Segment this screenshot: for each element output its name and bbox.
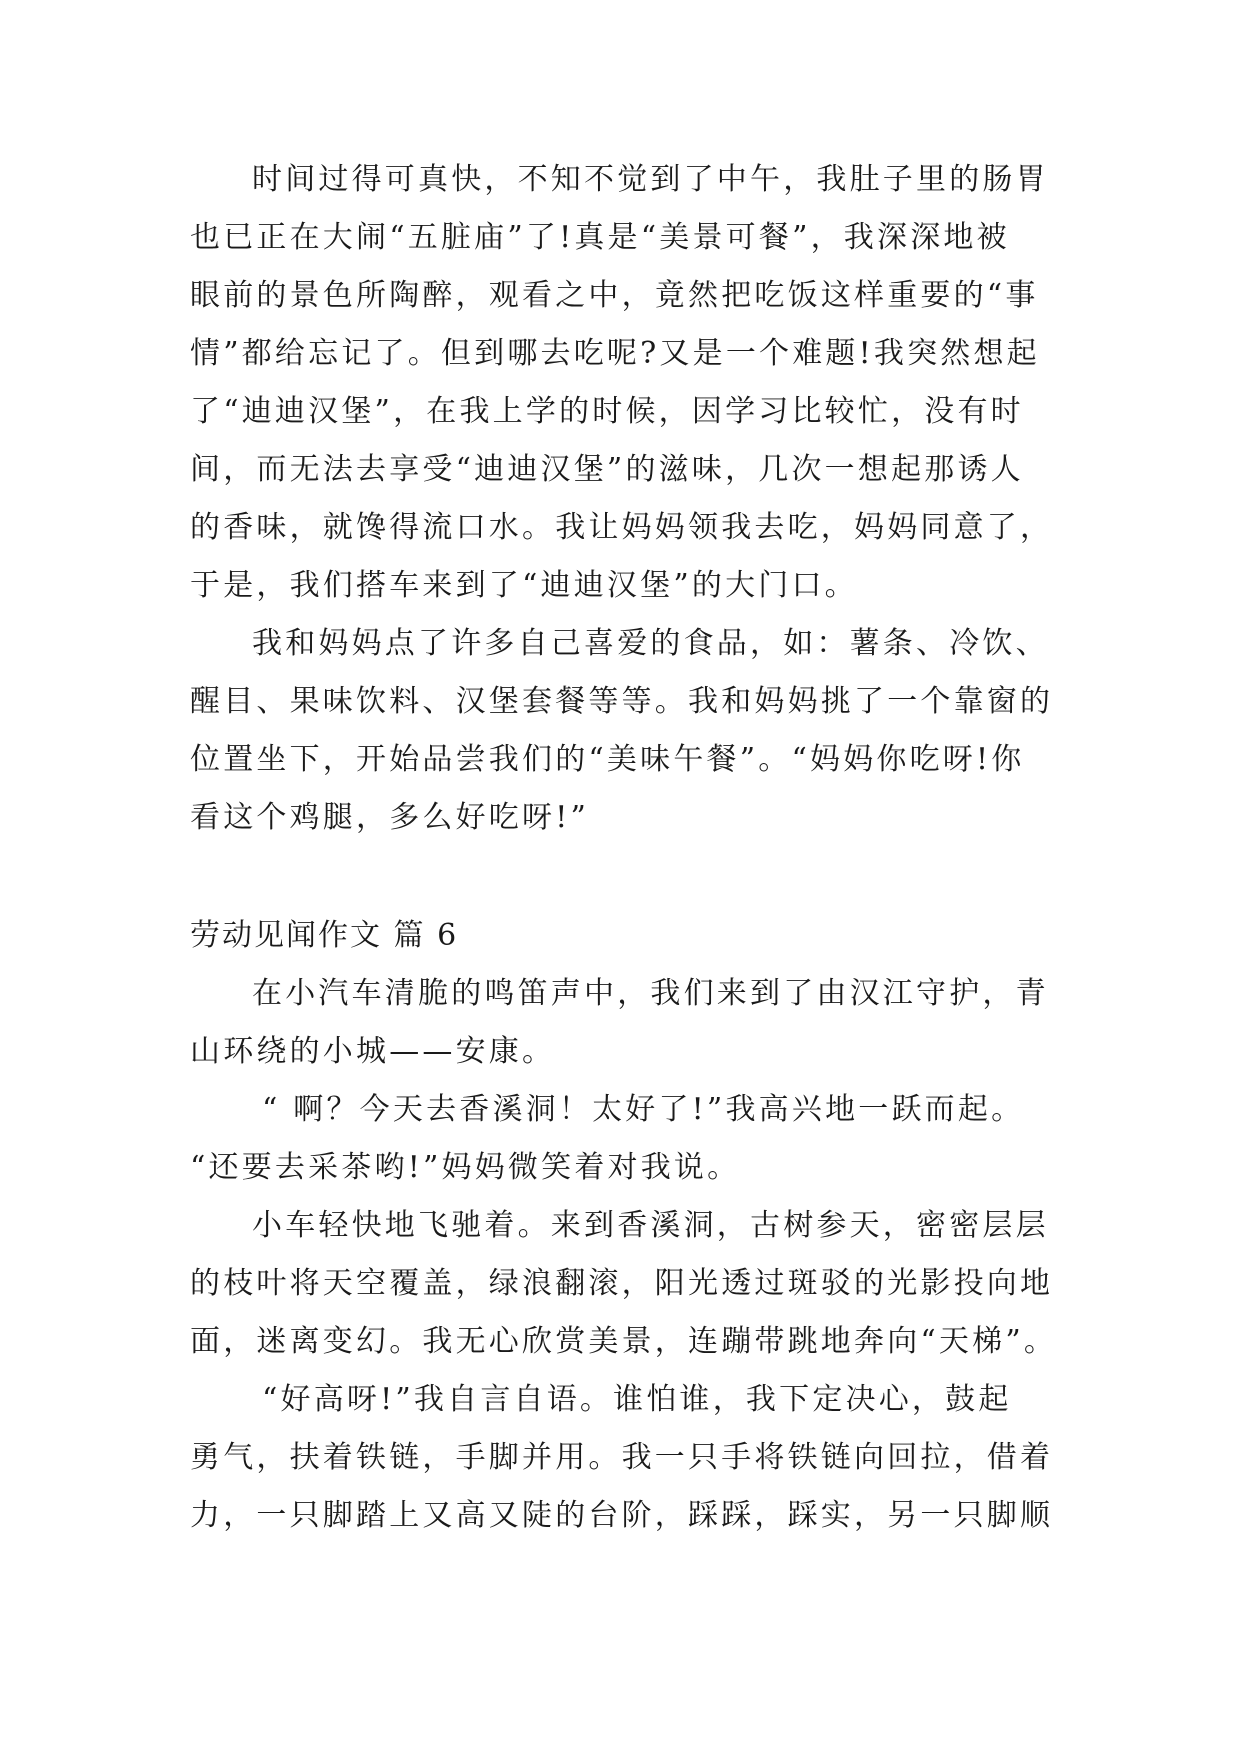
paragraph-line: 勇气，扶着铁链，手脚并用。我一只手将铁链向回拉，借着 bbox=[190, 1440, 1054, 1475]
paragraph-line: 山环绕的小城——安康。 bbox=[190, 1034, 556, 1069]
paragraph-line: 看这个鸡腿，多么好吃呀!” bbox=[190, 800, 589, 835]
paragraph-line: “好高呀!”我自言自语。谁怕谁，我下定决心，鼓起 bbox=[262, 1382, 1012, 1417]
paragraph-line: 的香味，就馋得流口水。我让妈妈领我去吃，妈妈同意了， bbox=[190, 510, 1054, 545]
paragraph-line: 了“迪迪汉堡”，在我上学的时候，因学习比较忙，没有时 bbox=[190, 394, 1024, 429]
paragraph-line: 时间过得可真快，不知不觉到了中午，我肚子里的肠胃 bbox=[252, 162, 1049, 197]
paragraph-line: 力，一只脚踏上又高又陡的台阶，踩踩，踩实，另一只脚顺 bbox=[190, 1498, 1054, 1533]
paragraph-line: 的枝叶将天空覆盖，绿浪翻滚，阳光透过斑驳的光影投向地 bbox=[190, 1266, 1054, 1301]
paragraph-line: 眼前的景色所陶醉，观看之中，竟然把吃饭这样重要的“事 bbox=[190, 278, 1039, 313]
paragraph-line: 醒目、果味饮料、汉堡套餐等等。我和妈妈挑了一个靠窗的 bbox=[190, 684, 1054, 719]
paragraph-line: 也已正在大闹“五脏庙”了!真是“美景可餐”，我深深地被 bbox=[190, 220, 1010, 255]
paragraph-line: 位置坐下，开始品尝我们的“美味午餐”。“妈妈你吃呀!你 bbox=[190, 742, 1025, 777]
paragraph-line: “还要去采茶哟!”妈妈微笑着对我说。 bbox=[190, 1150, 741, 1185]
paragraph-line: 情”都给忘记了。但到哪去吃呢?又是一个难题!我突然想起 bbox=[190, 336, 1040, 371]
paragraph-line: 小车轻快地飞驰着。来到香溪洞，古树参天，密密层层 bbox=[252, 1208, 1049, 1243]
paragraph-line: “ 啊？今天去香溪洞！太好了!”我高兴地一跃而起。 bbox=[262, 1092, 1025, 1127]
paragraph-line: 我和妈妈点了许多自己喜爱的食品，如：薯条、冷饮、 bbox=[252, 626, 1049, 661]
paragraph-line: 间，而无法去享受“迪迪汉堡”的滋味，几次一想起那诱人 bbox=[190, 452, 1024, 487]
paragraph-line: 面，迷离变幻。我无心欣赏美景，连蹦带跳地奔向“天梯”。 bbox=[190, 1324, 1058, 1359]
paragraph-line: 于是，我们搭车来到了“迪迪汉堡”的大门口。 bbox=[190, 568, 858, 603]
paragraph-line: 在小汽车清脆的鸣笛声中，我们来到了由汉江守护，青 bbox=[252, 976, 1049, 1011]
section-heading: 劳动见闻作文 篇 6 bbox=[190, 918, 459, 953]
